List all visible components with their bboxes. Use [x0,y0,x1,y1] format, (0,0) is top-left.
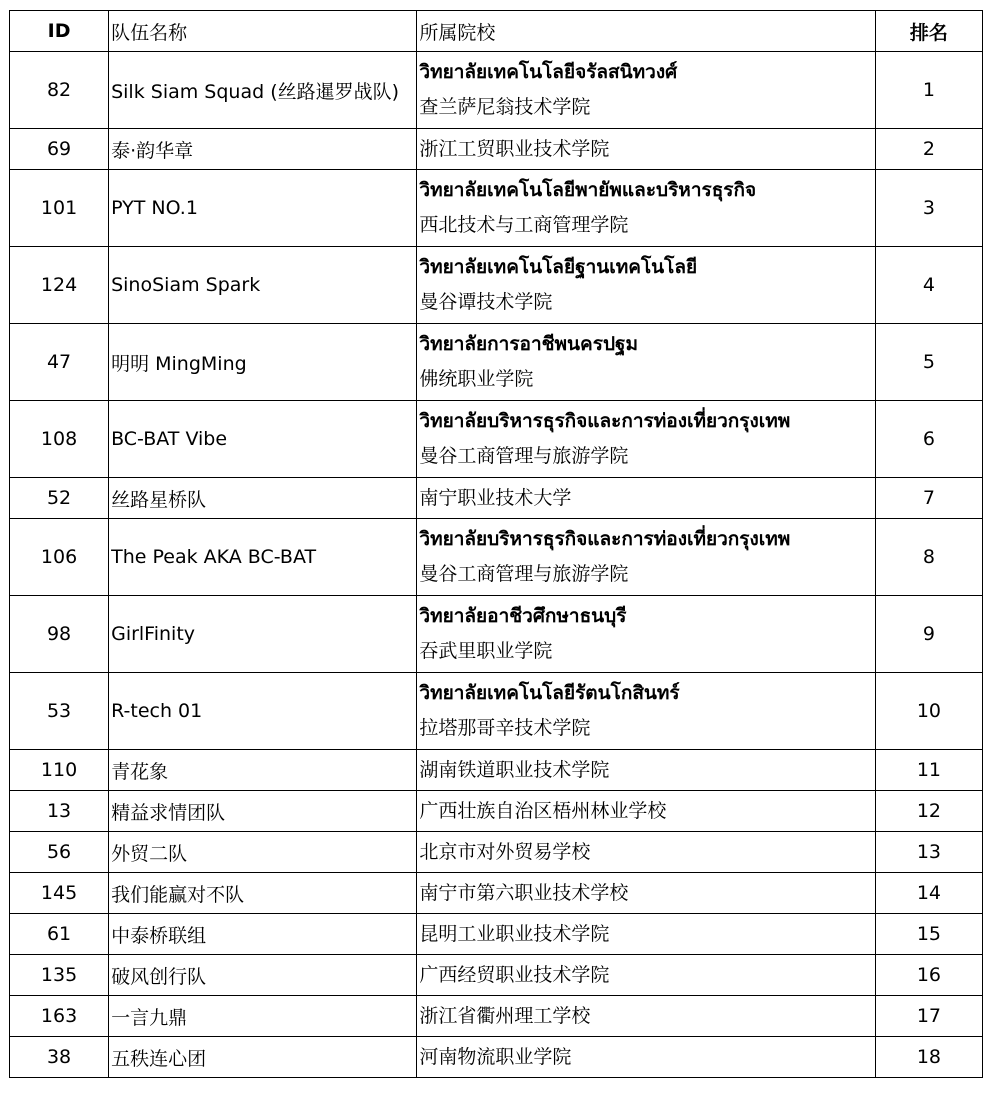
table-row [10,955,983,996]
table-row [10,596,983,673]
header-row [10,11,983,52]
rank: 17 [875,996,982,1037]
rank: 12 [875,791,982,832]
school-chinese-name: 曼谷工商管理与旅游学院 [419,445,629,467]
table-row [10,996,983,1037]
school-cell [417,247,875,324]
team-name: 中泰桥联组 [109,914,417,955]
table-row [10,129,983,170]
table-row [10,791,983,832]
rank: 8 [875,519,982,596]
header-school: 所属院校 [417,11,875,52]
team-name: The Peak AKA BC-BAT [109,519,417,596]
team-name: 我们能赢对不队 [109,873,417,914]
team-id: 145 [10,873,109,914]
team-id: 163 [10,996,109,1037]
school-thai-name: วิทยาลัยเทคโนโลยีรัตนโกสินทร์ [419,682,680,704]
team-id: 61 [10,914,109,955]
school-cell [417,478,875,519]
school-thai-name: วิทยาลัยอาชีวศึกษาธนบุรี [419,605,627,627]
school-chinese-name: 浙江工贸职业技术学院 [419,137,610,160]
team-name: 破风创行队 [109,955,417,996]
school-cell [417,1037,875,1078]
rank: 13 [875,832,982,873]
team-name: R-tech 01 [109,673,417,750]
school-chinese-name: 西北技术与工商管理学院 [419,214,629,236]
team-id: 38 [10,1037,109,1078]
table-row [10,324,983,401]
table-row [10,750,983,791]
rank: 16 [875,955,982,996]
rank: 14 [875,873,982,914]
rank: 9 [875,596,982,673]
header-id: ID [10,11,109,52]
team-id: 56 [10,832,109,873]
team-name: SinoSiam Spark [109,247,417,324]
school-cell [417,914,875,955]
school-chinese-name: 曼谷工商管理与旅游学院 [419,563,629,585]
school-thai-name: วิทยาลัยบริหารธุรกิจและการท่องเที่ยวกรุงเทพ [419,410,791,432]
team-id: 110 [10,750,109,791]
school-thai-name: วิทยาลัยการอาชีพนครปฐม [419,333,639,355]
rank: 6 [875,401,982,478]
rank: 4 [875,247,982,324]
school-cell [417,791,875,832]
school-cell [417,596,875,673]
table-row [10,478,983,519]
school-chinese-name: 河南物流职业学院 [419,1045,572,1068]
rank: 7 [875,478,982,519]
team-id: 135 [10,955,109,996]
team-id: 98 [10,596,109,673]
school-chinese-name: 吞武里职业学院 [419,640,553,662]
table-row [10,673,983,750]
rank: 1 [875,52,982,129]
team-id: 52 [10,478,109,519]
school-cell [417,873,875,914]
table-row [10,170,983,247]
school-cell [417,750,875,791]
school-chinese-name: 昆明工业职业技术学院 [419,922,610,945]
school-thai-name: วิทยาลัยเทคโนโลยีฐานเทคโนโลยี [419,256,698,278]
header-team-name: 队伍名称 [109,11,417,52]
school-chinese-name: 湖南铁道职业技术学院 [419,758,610,781]
table-row [10,873,983,914]
school-cell [417,955,875,996]
school-cell [417,129,875,170]
rank: 5 [875,324,982,401]
rank: 3 [875,170,982,247]
rank: 11 [875,750,982,791]
school-chinese-name: 南宁职业技术大学 [419,486,572,509]
table-row [10,1037,983,1078]
team-name: 五秩连心团 [109,1037,417,1078]
rank: 15 [875,914,982,955]
team-name: GirlFinity [109,596,417,673]
ranking-table [9,10,983,1078]
school-chinese-name: 拉塔那哥辛技术学院 [419,717,591,739]
team-id: 82 [10,52,109,129]
school-thai-name: วิทยาลัยบริหารธุรกิจและการท่องเที่ยวกรุงเทพ [419,528,791,550]
school-chinese-name: 曼谷谭技术学院 [419,291,553,313]
table-row [10,519,983,596]
school-chinese-name: 北京市对外贸易学校 [419,840,591,863]
team-name: 外贸二队 [109,832,417,873]
team-name: 青花象 [109,750,417,791]
school-thai-name: วิทยาลัยเทคโนโลยีจรัลสนิทวงศ์ [419,61,678,83]
school-thai-name: วิทยาลัยเทคโนโลยีพายัพและบริหารธุรกิจ [419,179,757,201]
school-cell [417,519,875,596]
team-id: 108 [10,401,109,478]
header-rank: 排名 [875,11,982,52]
team-name: PYT NO.1 [109,170,417,247]
table-row [10,401,983,478]
school-cell [417,996,875,1037]
team-name: 一言九鼎 [109,996,417,1037]
rank: 10 [875,673,982,750]
table-row [10,247,983,324]
team-id: 101 [10,170,109,247]
team-id: 13 [10,791,109,832]
school-cell [417,832,875,873]
team-name: 泰·韵华章 [109,129,417,170]
school-chinese-name: 广西壮族自治区梧州林业学校 [419,799,667,822]
team-id: 47 [10,324,109,401]
school-cell [417,170,875,247]
school-cell [417,673,875,750]
school-chinese-name: 浙江省衢州理工学校 [419,1004,591,1027]
school-cell [417,52,875,129]
table-row [10,832,983,873]
team-name: 精益求情团队 [109,791,417,832]
team-name: BC-BAT Vibe [109,401,417,478]
table-row [10,52,983,129]
team-id: 69 [10,129,109,170]
school-chinese-name: 广西经贸职业技术学院 [419,963,610,986]
team-id: 53 [10,673,109,750]
school-cell [417,324,875,401]
team-name: Silk Siam Squad (丝路暹罗战队) [109,52,417,129]
team-id: 106 [10,519,109,596]
team-id: 124 [10,247,109,324]
team-name: 明明 MingMing [109,324,417,401]
team-name: 丝路星桥队 [109,478,417,519]
school-chinese-name: 南宁市第六职业技术学校 [419,881,629,904]
school-chinese-name: 查兰萨尼翁技术学院 [419,96,591,118]
school-chinese-name: 佛统职业学院 [419,368,534,390]
rank: 18 [875,1037,982,1078]
table-row [10,914,983,955]
school-cell [417,401,875,478]
rank: 2 [875,129,982,170]
